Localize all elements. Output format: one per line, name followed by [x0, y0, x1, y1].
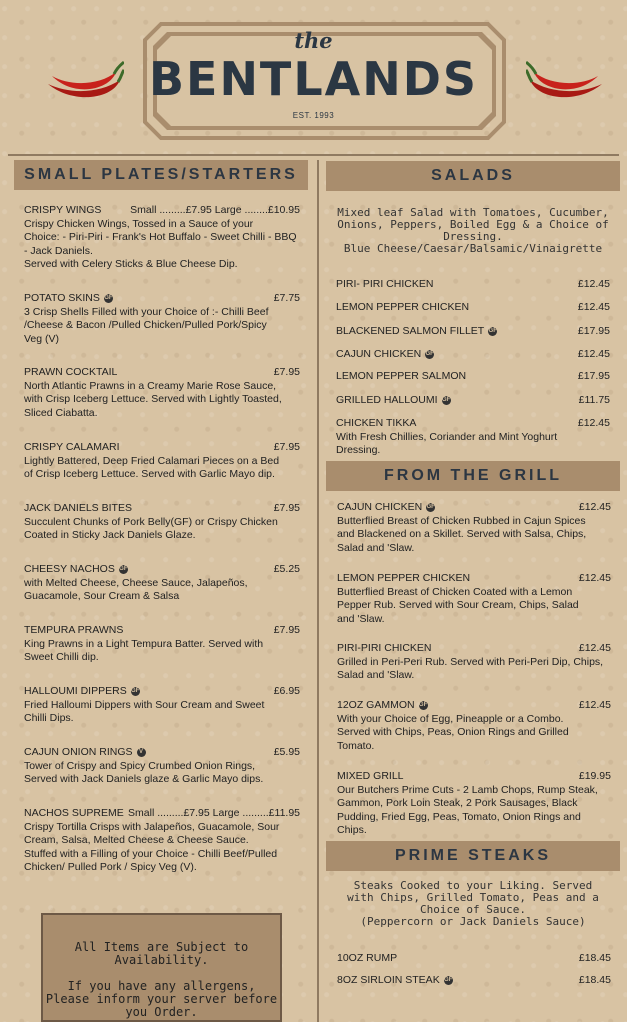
vegetarian-icon: V — [137, 748, 146, 757]
item-desc: Guacamole, Sour Cream & Salsa — [24, 590, 180, 603]
gluten-free-icon: GF — [418, 701, 428, 708]
salad-item — [336, 394, 610, 406]
item-price: Small .........£7.95 Large ........£10.95 — [130, 204, 300, 216]
gluten-free-icon: GF — [426, 503, 435, 510]
item-desc: Lightly Battered, Deep Fried Calamari Pieces on a Bed — [24, 454, 280, 467]
item-desc: and 'Slaw. — [337, 612, 385, 625]
menu-item-crispy-calamari — [24, 441, 300, 482]
item-name: CRISPY WINGS — [24, 204, 102, 216]
item-name: CRISPY CALAMARI — [24, 441, 120, 453]
brand-prefix: the — [294, 28, 333, 53]
column-divider — [317, 160, 319, 1022]
intro-line: with Chips, Grilled Tomato, Peas and a — [347, 891, 599, 904]
section-title-grill: FROM THE GRILL — [326, 461, 620, 491]
item-name: 8OZ SIRLOIN STEAK — [337, 974, 440, 986]
menu-item-prawn-cocktail — [24, 366, 300, 420]
item-price: £5.95 — [273, 746, 300, 758]
item-price: £12.45 — [578, 501, 611, 513]
item-name: LEMON PEPPER CHICKEN — [336, 301, 470, 313]
salad-item — [336, 417, 610, 458]
item-desc: Pudding, Fried Egg, Peas, Tomato, Onion Rings and — [337, 810, 581, 823]
intro-line: Dressing. — [443, 230, 503, 243]
item-desc: Served with Jack Daniels glaze & Garlic Mayo dips. — [24, 773, 264, 786]
availability-note: All Items are Subject to Availability. — [74, 940, 249, 967]
item-name: TEMPURA PRAWNS — [24, 624, 124, 636]
item-name: PRAWN COCKTAIL — [24, 366, 118, 378]
item-desc: With your Choice of Egg, Pineapple or a Combo. — [337, 712, 564, 725]
item-name: LEMON PEPPER SALMON — [336, 370, 467, 382]
allergen-note: If you have any allergens, Please inform your server before you Order. — [45, 979, 278, 1019]
item-price: £7.95 — [273, 441, 300, 453]
allergen-notice — [41, 913, 282, 1022]
item-price: £12.45 — [577, 417, 610, 429]
item-desc: Salad and 'Slaw. — [337, 669, 415, 682]
item-desc: with Crisp Iceberg Lettuce. Served with Lightly Toasted, — [24, 393, 282, 406]
item-desc: Salad and 'Slaw. — [337, 541, 415, 554]
item-desc: Stuffed with a Filling of your Choice - Chilli Beef/Pulled — [24, 847, 278, 860]
chili-pepper-icon — [526, 56, 606, 106]
item-price: £17.95 — [577, 370, 610, 382]
item-desc: Chilli Dips. — [24, 712, 74, 725]
menu-item-cajun-onion-rings — [24, 746, 300, 787]
item-desc: Grilled in Peri-Peri Rub. Served with Peri-Peri Dip, Chips, — [337, 655, 604, 668]
intro-line: Onions, Peppers, Boiled Egg & a Choice of — [337, 218, 609, 231]
menu-item-crispy-wings — [24, 204, 300, 272]
salad-item — [336, 325, 610, 337]
item-price: £7.95 — [273, 624, 300, 636]
grill-item-mixed-grill — [337, 770, 611, 838]
item-price: £19.95 — [578, 770, 611, 782]
item-price: £12.45 — [577, 301, 610, 313]
salad-item — [336, 301, 610, 313]
intro-line: Blue Cheese/Caesar/Balsamic/Vinaigrette — [343, 242, 603, 255]
gluten-free-icon: GF — [444, 976, 453, 983]
menu-item-cheesy-nachos — [24, 563, 300, 604]
item-name: PIRI-PIRI CHICKEN — [337, 642, 432, 654]
item-desc: King Prawns in a Light Tempura Batter. Served with — [24, 637, 264, 650]
item-name: JACK DANIELS BITES — [24, 502, 132, 514]
item-name: PIRI- PIRI CHICKEN — [336, 278, 434, 290]
item-price: £12.45 — [578, 572, 611, 584]
item-name: CAJUN CHICKEN — [336, 348, 422, 360]
item-desc: North Atlantic Prawns in a Creamy Marie Rose Sauce, — [24, 379, 277, 392]
item-desc: with Melted Cheese, Cheese Sauce, Jalapeños, — [24, 576, 248, 589]
item-name: CHEESY NACHOS — [24, 563, 115, 575]
item-desc: Crispy Chicken Wings, Tossed in a Sauce of your — [24, 217, 254, 230]
steak-item — [337, 974, 611, 986]
chili-pepper-icon — [44, 56, 124, 106]
item-desc: Pepper Rub. Served with Sour Cream, Chips, Salad — [337, 599, 579, 612]
item-price: £11.75 — [578, 394, 610, 406]
item-desc: Butterflied Breast of Chicken Rubbed in Cajun Spices — [337, 514, 586, 527]
gluten-free-icon: GF — [131, 687, 140, 694]
item-desc: Sliced Ciabatta. — [24, 406, 98, 419]
item-name: CAJUN ONION RINGS — [24, 746, 133, 758]
item-price: £17.95 — [577, 325, 610, 337]
item-name: LEMON PEPPER CHICKEN — [337, 572, 471, 584]
menu-item-nachos-supreme — [24, 807, 300, 875]
header-divider — [8, 154, 619, 156]
item-desc: Served with Celery Sticks & Blue Cheese Dip. — [24, 258, 238, 271]
salad-item — [336, 370, 610, 382]
item-price: £18.45 — [578, 974, 611, 986]
item-desc: Chips. — [337, 824, 367, 837]
item-desc: Fried Halloumi Dippers with Sour Cream and Sweet — [24, 698, 265, 711]
item-name: HALLOUMI DIPPERS — [24, 685, 127, 697]
item-desc: Tower of Crispy and Spicy Crumbed Onion Rings, — [24, 759, 256, 772]
item-desc: With Fresh Chillies, Coriander and Mint Yoghurt — [336, 430, 558, 443]
item-desc: Sweet Chilli dip. — [24, 651, 99, 664]
gluten-free-icon: GF — [119, 565, 128, 572]
item-price: £7.75 — [273, 292, 300, 304]
item-price: £12.45 — [577, 278, 610, 290]
item-name: 10OZ RUMP — [337, 952, 398, 964]
item-name: 12OZ GAMMON — [337, 699, 415, 711]
salads-intro — [324, 207, 622, 255]
established-year: EST. 1993 — [292, 111, 335, 120]
item-name: NACHOS SUPREME — [24, 807, 124, 819]
item-name: CHICKEN TIKKA — [336, 417, 417, 429]
section-title-salads: SALADS — [326, 161, 620, 191]
gluten-free-icon: GF — [441, 396, 451, 403]
item-name: GRILLED HALLOUMI — [336, 394, 438, 406]
grill-item-gammon — [337, 699, 611, 753]
steaks-intro — [324, 880, 622, 928]
item-price: £12.45 — [578, 642, 611, 654]
item-desc: Veg (V) — [24, 332, 60, 345]
item-price: £6.95 — [273, 685, 300, 697]
item-name: MIXED GRILL — [337, 770, 404, 782]
intro-line: Mixed leaf Salad with Tomatoes, Cucumber, — [337, 206, 609, 219]
item-desc: Choice: - Piri-Piri - Frank's Hot Buffalo - Sweet Chilli - BBQ — [24, 231, 297, 244]
item-desc: Crispy Tortilla Crisps with Jalapeños, Guacamole, Sour — [24, 820, 280, 833]
salad-item — [336, 348, 610, 360]
item-price: £7.95 — [273, 366, 300, 378]
menu-item-jack-daniels-bites — [24, 502, 300, 543]
item-desc: Chicken/ Pulled Pork / Spicy Veg (V). — [24, 861, 197, 874]
item-desc: Tomato. — [337, 739, 375, 752]
item-desc: Butterflied Breast of Chicken Coated with a Lemon — [337, 585, 573, 598]
salad-item — [336, 278, 610, 290]
item-name: CAJUN CHICKEN — [337, 501, 423, 513]
item-desc: - Jack Daniels. — [24, 244, 93, 257]
item-name: BLACKENED SALMON FILLET — [336, 325, 485, 337]
item-desc: /Cheese & Bacon /Pulled Chicken/Pulled Pork/Spicy — [24, 319, 267, 332]
gluten-free-icon: GF — [104, 294, 113, 301]
item-price: £7.95 — [273, 502, 300, 514]
item-desc: Coated in Sticky Jack Daniels Glaze. — [24, 529, 196, 542]
intro-line: (Peppercorn or Jack Daniels Sauce) — [360, 915, 586, 928]
grill-item-piri-piri-chicken — [337, 642, 611, 683]
section-title-steaks: PRIME STEAKS — [326, 841, 620, 871]
item-desc: and Blackened on a Skillet. Served with Salsa, Chips, — [337, 528, 587, 541]
grill-item-cajun-chicken — [337, 501, 611, 555]
item-desc: Served with Chips, Peas, Onion Rings and Grilled — [337, 726, 569, 739]
brand-name: BENTLANDS — [148, 52, 479, 106]
item-price: £12.45 — [577, 348, 610, 360]
item-desc: Gammon, Pork Loin Steak, 2 Pork Sausages, Black — [337, 797, 578, 810]
item-name: POTATO SKINS — [24, 292, 100, 304]
item-price: £5.25 — [273, 563, 300, 575]
menu-item-potato-skins — [24, 292, 300, 346]
item-desc: Dressing. — [336, 444, 381, 457]
item-price: £12.45 — [578, 699, 611, 711]
intro-line: Choice of Sauce. — [420, 903, 526, 916]
grill-item-lemon-pepper-chicken — [337, 572, 611, 626]
gluten-free-icon: GF — [425, 350, 434, 357]
item-desc: Succulent Chunks of Pork Belly(GF) or Crispy Chicken — [24, 515, 278, 528]
steak-item — [337, 952, 611, 964]
intro-line: Steaks Cooked to your Liking. Served — [353, 879, 593, 892]
item-desc: Cream, Salsa, Melted Cheese & Cheese Sauce. — [24, 834, 249, 847]
item-price: Small .........£7.95 Large .........£11.95 — [128, 807, 300, 819]
gluten-free-icon: GF — [488, 327, 497, 334]
menu-item-halloumi-dippers — [24, 685, 300, 726]
section-title-starters: SMALL PLATES/STARTERS — [14, 160, 308, 190]
item-desc: Our Butchers Prime Cuts - 2 Lamb Chops, Rump Steak, — [337, 783, 598, 796]
menu-item-tempura-prawns — [24, 624, 300, 665]
item-price: £18.45 — [578, 952, 611, 964]
item-desc: 3 Crisp Shells Filled with your Choice of :- Chilli Beef — [24, 305, 269, 318]
item-desc: of Crisp Iceberg Lettuce. Served with Garlic Mayo dip. — [24, 468, 275, 481]
